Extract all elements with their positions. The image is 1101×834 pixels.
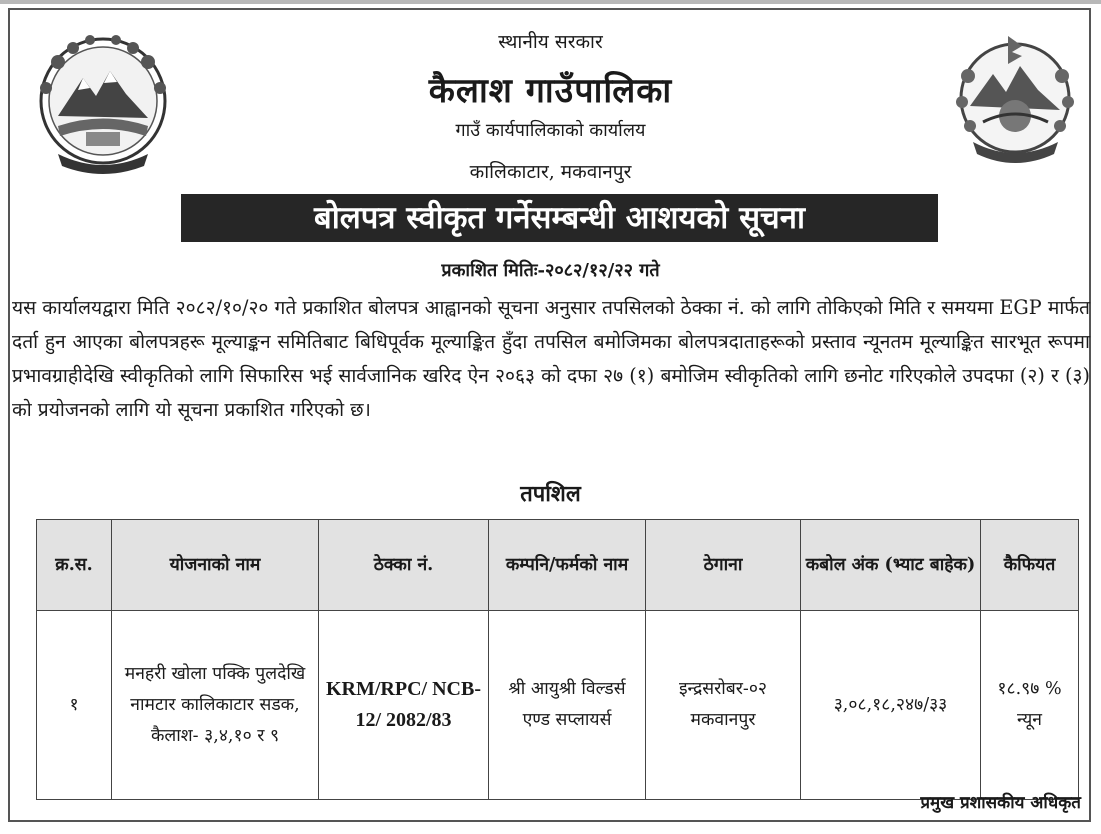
office-address: कालिकाटार, मकवानपुर	[469, 161, 632, 183]
notice-body: यस कार्यालयद्वारा मिति २०८२/१०/२० गते प्रकाशित बोलपत्र आह्वानको सूचना अनुसार तपसिलको ठेक्का नं. को लागि तोकिएको मिति र समयमा EGP मार्फत दर्ता हुन आएका बोलपत्रहरू मूल्याङ्कन समितिबाट बिधिपूर्वक मूल्याङ्कित हुँदा तपसिल बमोजिमका बोलपत्रदाताहरूको प्रस्ताव न्यूनतम मूल्याङ्कित सारभूत रूपमा प्रभावग्राहीदेखि स्वीकृतिको लागि सिफारिस भई सार्वजानिक खरिद ऐन २०६३ को दफा २७ (१) बमोजिम स्वीकृतिको लागि छनोट गरिएकोले उपदफा (२) र (३) को प्रयोजनको लागि यो सूचना प्रकाशित गरिएको छ।	[12, 296, 1090, 421]
schedule-table	[36, 519, 1079, 800]
cell-address: इन्द्रसरोबर-०२ मकवानपुर	[646, 611, 801, 800]
signatory: प्रमुख प्रशासकीय अधिकृत	[920, 793, 1081, 813]
header-address: ठेगाना	[646, 520, 801, 611]
government-label: स्थानीय सरकार	[498, 31, 603, 53]
header-amount: कबोल अंक (भ्याट बाहेक)	[801, 520, 981, 611]
cell-company: श्री आयुश्री विल्डर्स एण्ड सप्लायर्स	[489, 611, 646, 800]
table-row	[37, 611, 1079, 800]
header-project: योजनाको नाम	[112, 520, 319, 611]
header-contract: ठेक्का नं.	[319, 520, 489, 611]
notice-title: बोलपत्र स्वीकृत गर्नेसम्बन्धी आशयको सूचना	[181, 194, 938, 242]
cell-contract: KRM/RPC/ NCB-12/ 2082/83	[319, 611, 489, 800]
published-date: प्रकाशित मितिः-२०८२/१२/२२ गते	[441, 260, 660, 281]
table-header-row	[37, 520, 1079, 611]
office-name: गाउँ कार्यपालिकाको कार्यालय	[455, 120, 646, 141]
cell-sn: १	[37, 611, 112, 800]
header-company: कम्पनि/फर्मको नाम	[489, 520, 646, 611]
header-sn: क्र.स.	[37, 520, 112, 611]
cell-amount: ३,०८,१८,२४७/३३	[801, 611, 981, 800]
top-rule	[0, 0, 1101, 4]
schedule-heading: तपशिल	[520, 481, 581, 507]
header-remarks: कैफियत	[981, 520, 1079, 611]
cell-project: मनहरी खोला पक्कि पुलदेखि नामटार कालिकाटार सडक, कैलाश- ३,४,१० र ९	[112, 611, 319, 800]
municipality-name: कैलाश गाउँपालिका	[428, 71, 673, 111]
cell-remarks: १८.९७ % न्यून	[981, 611, 1079, 800]
